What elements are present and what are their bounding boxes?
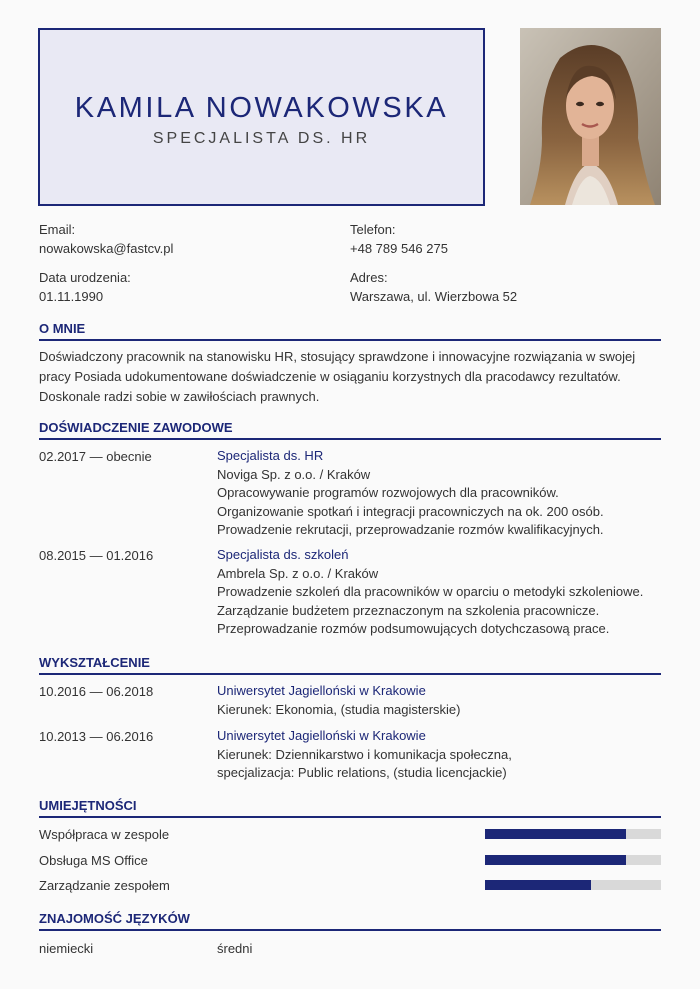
experience-duty: Opracowywanie programów rozwojowych dla pracowników. [217,485,559,500]
education-detail: Kierunek: Dziennikarstwo i komunikacja społeczna, [217,746,512,762]
education-detail: Kierunek: Ekonomia, (studia magisterskie) [217,701,461,717]
experience-entry [217,546,667,639]
address-label: Adres: [350,270,388,285]
language-name: niemiecki [39,941,94,956]
email-label: Email: [39,222,76,237]
skill-level-fill [485,880,591,890]
address-value: Warszawa, ul. Wierzbowa 52 [350,289,518,304]
candidate-title: SPECJALISTA DS. HR [152,130,371,147]
skill-level-bar [485,880,661,890]
about-text: Doświadczony pracownik na stanowisku HR, stosujący sprawdzone i innowacyjne rozwiązania w swojej pracy Posiada udokumentowane doświadczenie w osiąganiu korzystnych dla pracodawcy rezultatów. Doskonale radzi sobie w zawiłościach prawnych. [39,349,636,404]
experience-duty: Prowadzenie rekrutacji, przeprowadzanie rozmów kwalifikacyjnych. [217,522,604,537]
skill-label: Obsługa MS Office [39,853,148,868]
phone-label: Telefon: [350,222,396,237]
experience-date: 08.2015 — 01.2016 [39,548,154,563]
experience-duty: Organizowanie spotkań i integracji pracowniczych na ok. 200 osób. [217,503,604,519]
skill-label: Współpraca w zespole [39,827,170,842]
education-school: Uniwersytet Jagielloński w Krakowie [217,728,426,743]
education-detail: specjalizacja: Public relations, (studia licencjackie) [217,765,507,780]
education-section-title: WYKSZTAŁCENIE [39,655,661,675]
skill-label: Zarządzanie zespołem [39,878,170,893]
skill-level-bar [485,855,661,865]
education-school: Uniwersytet Jagielloński w Krakowie [217,683,426,698]
skill-level-bar [485,829,661,839]
header-box [38,28,485,206]
birthdate-value: 01.11.1990 [39,289,104,304]
education-entry [217,682,667,719]
experience-duty: Przeprowadzanie rozmów podsumowujących dotychczasową prace. [217,621,610,636]
skill-level-fill [485,855,626,865]
experience-position: Specjalista ds. szkoleń [217,547,349,562]
about-section-title: O MNIE [39,321,661,341]
language-level: średni [217,941,253,956]
experience-position: Specjalista ds. HR [217,448,324,463]
education-entry [217,727,667,783]
experience-company: Noviga Sp. z o.o. / Kraków [217,466,371,482]
email-value: nowakowska@fastcv.pl [39,241,174,256]
experience-section-title: DOŚWIADCZENIE ZAWODOWE [39,420,661,440]
experience-duty: Prowadzenie szkoleń dla pracowników w oparciu o metodyki szkoleniowe. [217,584,644,599]
education-date: 10.2016 — 06.2018 [39,684,154,699]
profile-photo [520,28,661,205]
languages-section-title: ZNAJOMOŚĆ JĘZYKÓW [39,911,661,931]
experience-company: Ambrela Sp. z o.o. / Kraków [217,565,379,581]
skill-level-fill [485,829,626,839]
portrait-illustration [520,28,661,205]
candidate-name: KAMILA NOWAKOWSKA [74,92,449,124]
experience-duty: Zarządzanie budżetem przeznaczonym na szkolenia pracownicze. [217,602,600,618]
phone-value: +48 789 546 275 [350,241,448,256]
skills-section-title: UMIEJĘTNOŚCI [39,798,661,818]
birthdate-label: Data urodzenia: [39,270,131,285]
experience-date: 02.2017 — obecnie [39,449,152,464]
education-date: 10.2013 — 06.2016 [39,729,154,744]
experience-entry [217,447,667,540]
